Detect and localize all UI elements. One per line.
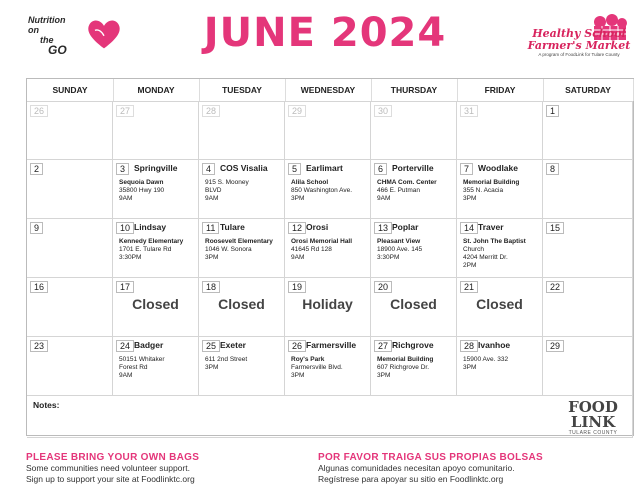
event-detail: Forest Rd [119,364,148,371]
event-detail: 2PM [463,262,477,269]
calendar-day-cell [457,101,543,160]
event-site: Alila School [291,179,329,186]
closed-label: Closed [390,296,437,312]
day-header: MONDAY [113,79,200,101]
event-city: Ivanhoe [478,340,511,350]
event-detail: 3PM [205,364,219,371]
calendar-day-cell [457,337,543,396]
event-city: Tulare [220,222,245,232]
day-number: 29 [288,105,306,117]
calendar-day-cell [199,337,285,396]
event-city: Lindsay [134,222,167,232]
day-number: 1 [546,105,559,117]
event-detail: 15900 Ave. 332 [463,356,509,363]
day-number: 31 [460,105,478,117]
day-number: 13 [374,222,392,234]
day-number: 4 [202,163,215,175]
event-site: Roy's Park [291,356,325,363]
event-detail: 3PM [463,364,477,371]
event-city: COS Visalia [220,163,268,173]
day-number: 24 [116,340,134,352]
foodlink-logo-line: LINK [570,413,616,431]
calendar-day-cell [199,160,285,219]
event-detail: 3:30PM [377,254,400,261]
calendar-day-cell [371,278,457,337]
calendar-day-cell [113,278,199,337]
footer-english [26,452,306,485]
event-detail: 9AM [291,254,305,261]
logo-line: A program of FoodLink for Tulare County [538,52,620,57]
calendar-day-cell [199,278,285,337]
event-detail: 3PM [463,195,477,202]
day-number: 2 [30,163,43,175]
closed-label: Closed [476,296,523,312]
event-site: Roosevelt Elementary [205,238,273,245]
calendar-day-cell [457,219,543,278]
event-site: Memorial Building [463,179,520,186]
day-number: 28 [202,105,220,117]
calendar-day-cell [113,337,199,396]
event-detail: Farmersville Blvd. [291,364,343,371]
footer-spanish [318,452,618,485]
event-site: Kennedy Elementary [119,238,184,245]
event-detail: Church [463,246,484,253]
calendar-day-cell [543,160,633,219]
event-detail: 607 Richgrove Dr. [377,364,430,371]
notes-row [27,396,633,438]
day-number: 9 [30,222,43,234]
day-number: 6 [374,163,387,175]
day-header: TUESDAY [199,79,286,101]
calendar-day-cell [543,278,633,337]
calendar-day-cell [27,101,113,160]
day-number: 10 [116,222,134,234]
day-number: 29 [546,340,564,352]
event-detail: 3PM [291,195,305,202]
event-detail: 611 2nd Street [205,356,248,363]
event-site: Memorial Building [377,356,434,363]
day-header: SATURDAY [543,79,634,101]
calendar-day-cell [371,160,457,219]
event-city: Farmersville [306,340,357,350]
logo-word: GO [48,43,67,57]
event-detail: 355 N. Acacia [463,187,504,194]
calendar-day-cell [27,337,113,396]
day-number: 8 [546,163,559,175]
day-header: THURSDAY [371,79,458,101]
event-site: CHMA Com. Center [377,179,437,186]
footer-line: Algunas comunidades necesitan apoyo comunitario. [318,463,515,473]
event-detail: 3PM [377,372,391,379]
notes-label: Notes: [33,400,60,410]
calendar-day-cell [371,219,457,278]
calendar-day-cell [27,160,113,219]
logo-word: on [28,25,39,35]
day-number: 22 [546,281,564,293]
logo-line: Farmer's Market [527,39,631,52]
calendar-day-cell [285,101,371,160]
event-city: Traver [478,222,504,232]
calendar-day-cell [113,101,199,160]
day-number: 18 [202,281,220,293]
day-number: 27 [374,340,392,352]
day-number: 30 [374,105,392,117]
calendar-day-cell [113,160,199,219]
day-number: 12 [288,222,306,234]
logo-word: the [40,35,54,45]
healthy-school-farmers-market-logo [524,14,634,70]
event-detail: 9AM [205,195,219,202]
event-detail: 915 S. Mooney [205,179,249,186]
day-number: 27 [116,105,134,117]
footer-line: Some communities need volunteer support. [26,463,190,473]
calendar-day-cell [543,101,633,160]
day-number: 20 [374,281,392,293]
event-city: Springville [134,163,178,173]
event-detail: 3PM [291,372,305,379]
day-header: SUNDAY [27,79,114,101]
logo-line: Healthy School [532,27,626,40]
calendar-day-cell [457,160,543,219]
event-detail: 9AM [119,372,133,379]
calendar-day-cell [285,337,371,396]
bring-bags-heading-es: POR FAVOR TRAIGA SUS PROPIAS BOLSAS [318,452,543,463]
event-site: Pleasant View [377,238,421,245]
closed-label: Holiday [302,296,353,312]
event-detail: BLVD [205,187,222,194]
calendar-day-cell [113,219,199,278]
event-city: Badger [134,340,164,350]
nutrition-on-the-go-logo [28,12,138,64]
footer-line: Sign up to support your site at Foodlinktc.org [26,474,195,484]
event-city: Exeter [220,340,246,350]
event-city: Porterville [392,163,434,173]
day-number: 21 [460,281,478,293]
day-number: 28 [460,340,478,352]
foodlink-logo-line: TULARE COUNTY [568,430,618,436]
event-site: Orosi Memorial Hall [291,238,353,245]
event-detail: 50151 Whitaker [119,356,165,363]
closed-label: Closed [132,296,179,312]
calendar-day-cell [285,278,371,337]
logo-word: Nutrition [28,15,66,25]
calendar-day-cell [371,101,457,160]
calendar-day-cell [27,219,113,278]
calendar-day-cell [543,337,633,396]
event-city: Woodlake [478,163,518,173]
event-site: St. John The Baptist [463,238,526,245]
footer-line: Regístrese para apoyar su sitio en Foodlinktc.org [318,474,504,484]
calendar-day-cell [199,101,285,160]
event-detail: 1046 W. Sonora [205,246,252,253]
day-header: WEDNESDAY [285,79,372,101]
calendar-day-cell [199,219,285,278]
event-detail: 850 Washington Ave. [291,187,353,194]
day-number: 5 [288,163,301,175]
day-number: 15 [546,222,564,234]
event-detail: 9AM [377,195,391,202]
bring-bags-heading: PLEASE BRING YOUR OWN BAGS [26,452,200,463]
event-detail: 9AM [119,195,133,202]
calendar-day-cell [285,160,371,219]
calendar-day-cell [285,219,371,278]
day-number: 11 [202,222,219,234]
event-detail: 35800 Hwy 190 [119,187,165,194]
day-number: 14 [460,222,478,234]
event-detail: 18900 Ave. 145 [377,246,423,253]
event-city: Orosi [306,222,329,232]
foodlink-logo-line: FOOD [568,398,618,416]
calendar-day-cell [27,278,113,337]
event-detail: 41645 Rd 128 [291,246,332,253]
day-number: 23 [30,340,48,352]
day-header: FRIDAY [457,79,544,101]
calendar-day-cell [543,219,633,278]
event-detail: 4204 Merritt Dr. [463,254,508,261]
closed-label: Closed [218,296,265,312]
event-city: Earlimart [306,163,343,173]
day-number: 19 [288,281,306,293]
page-title: JUNE 2024 [203,10,447,56]
foodlink-logo [564,400,622,440]
day-number: 7 [460,163,473,175]
day-number: 3 [116,163,129,175]
day-number: 16 [30,281,48,293]
calendar-day-cell [371,337,457,396]
event-site: Sequoia Dawn [119,179,164,186]
event-detail: 3PM [205,254,219,261]
heart-icon [86,16,122,52]
event-detail: 466 E. Putman [377,187,420,194]
event-detail: 1701 E. Tulare Rd [119,246,172,253]
calendar-grid [26,78,634,436]
event-detail: 3:30PM [119,254,142,261]
day-number: 26 [288,340,306,352]
day-number: 26 [30,105,48,117]
calendar-day-cell [457,278,543,337]
event-city: Richgrove [392,340,434,350]
event-city: Poplar [392,222,419,232]
day-number: 25 [202,340,220,352]
day-number: 17 [116,281,134,293]
